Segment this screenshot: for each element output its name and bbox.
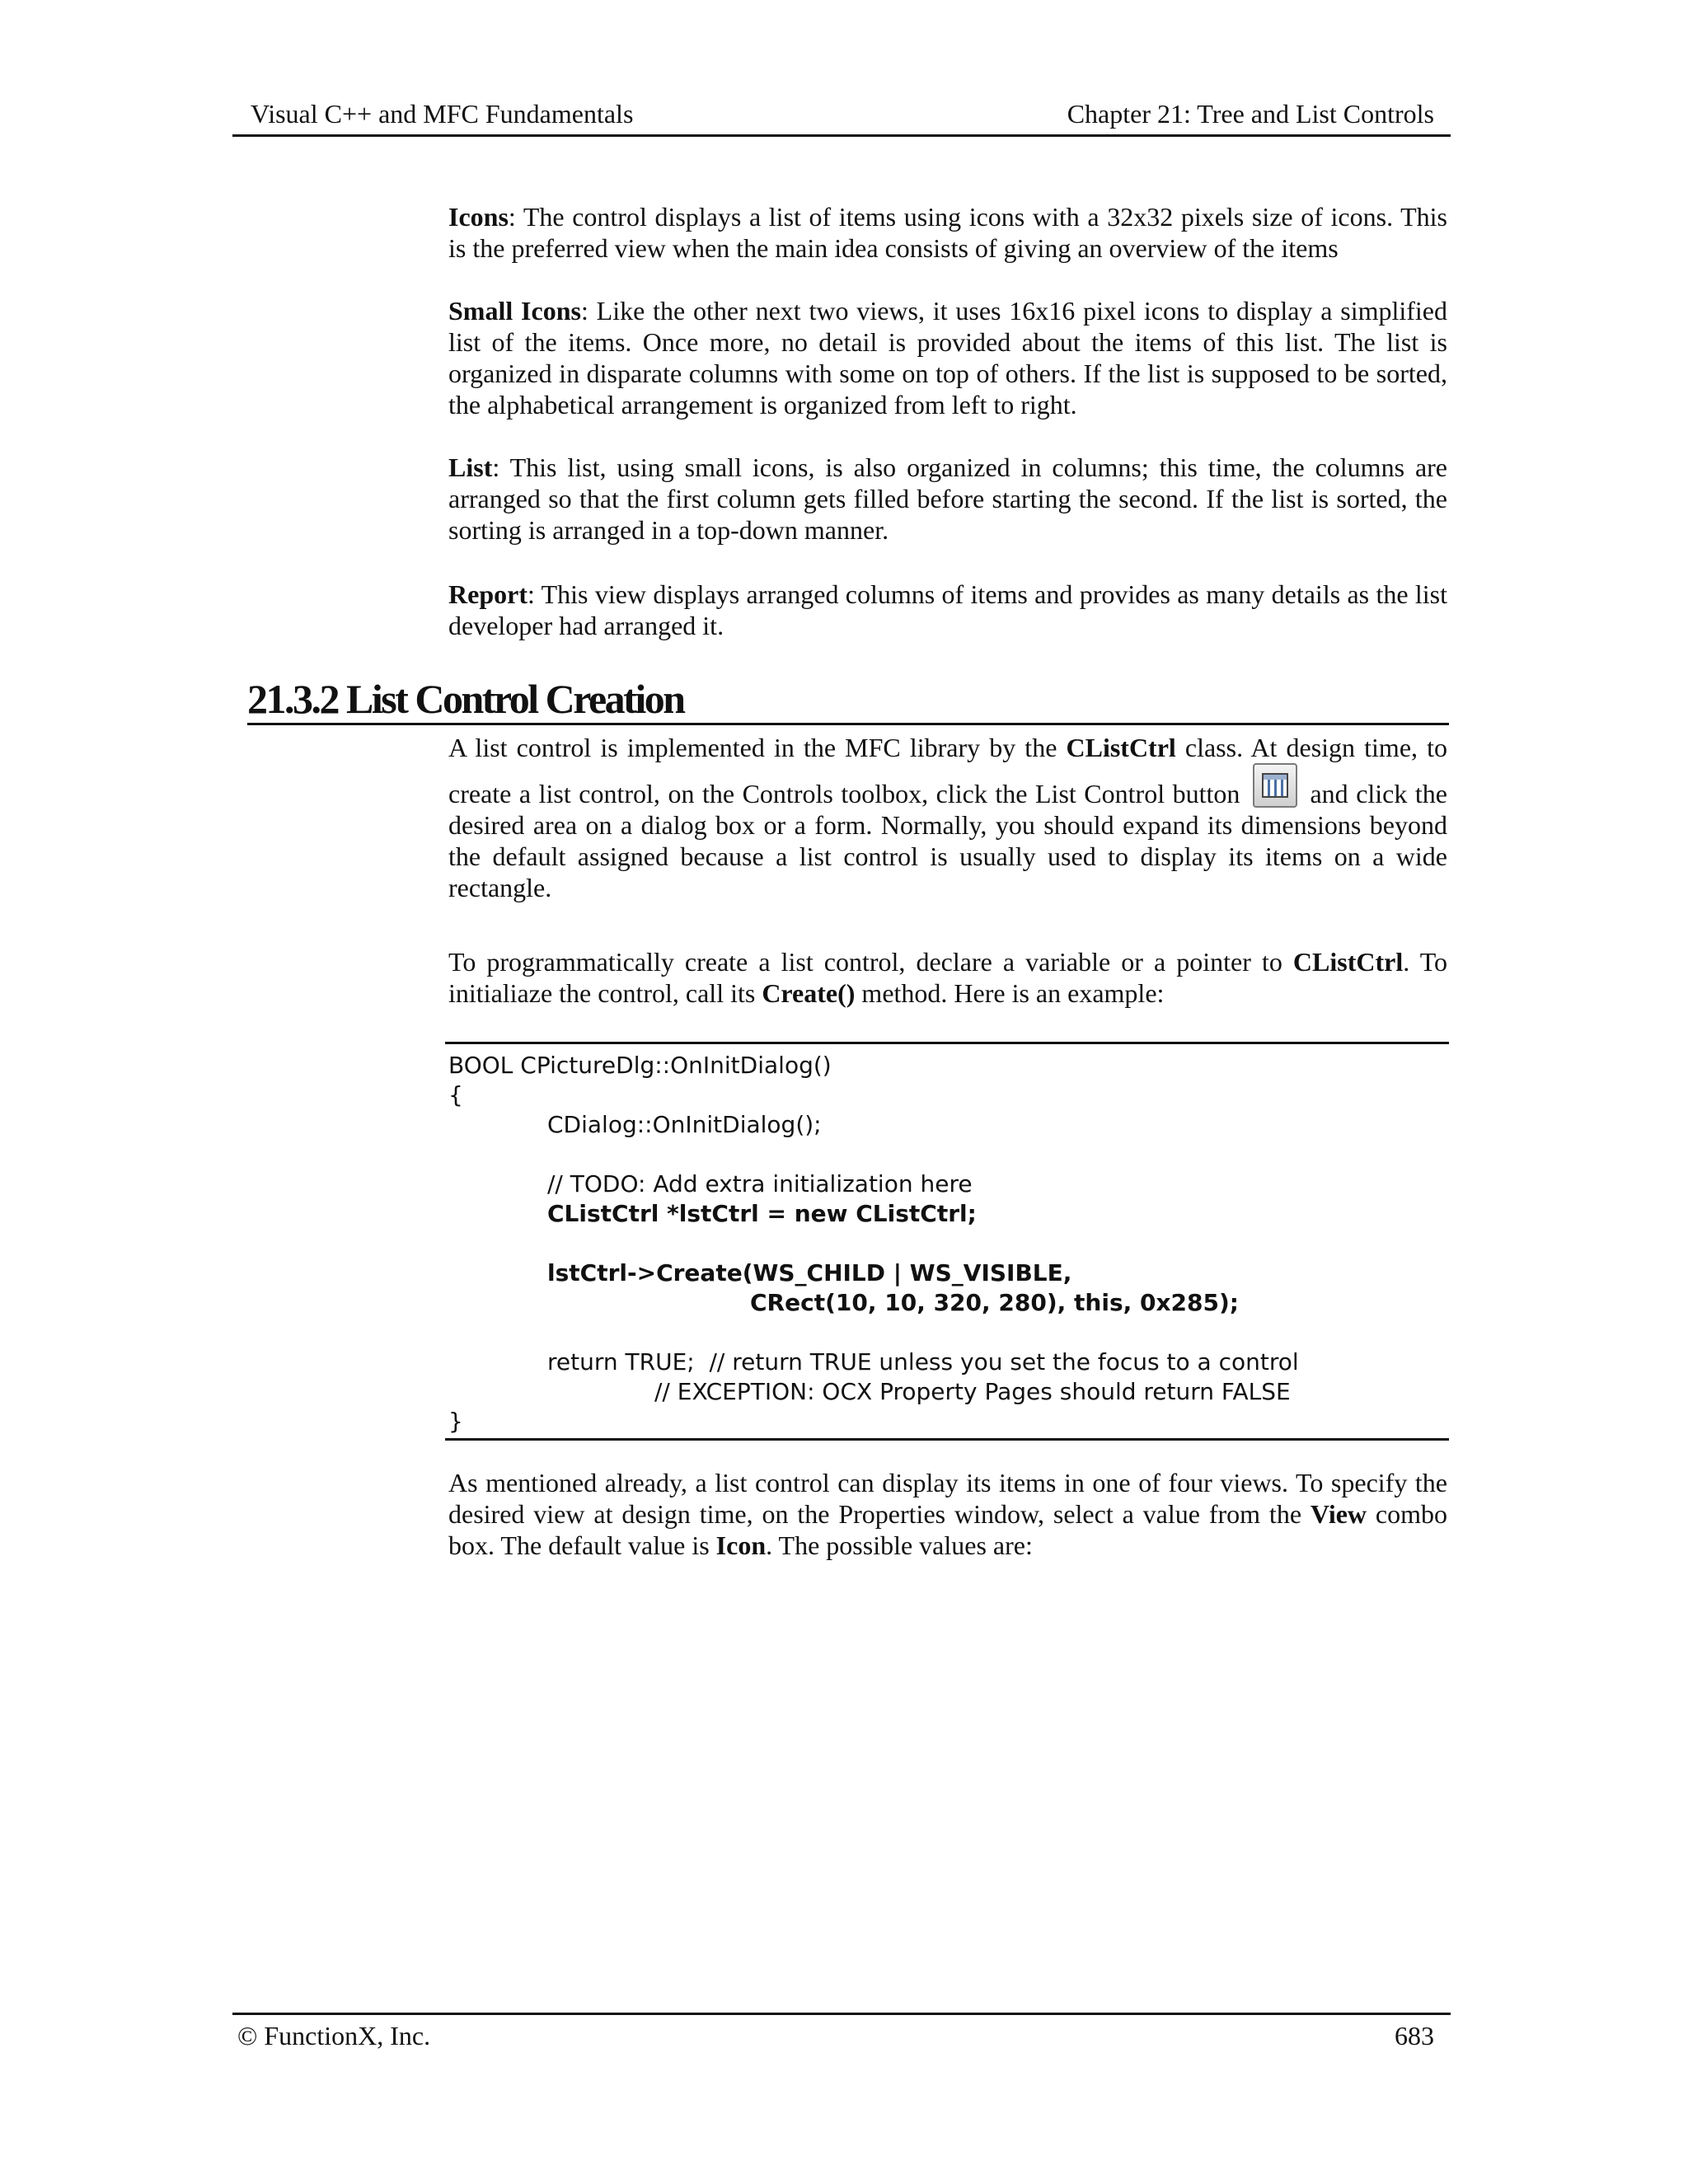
text-icons: : The control displays a list of items using icons with a 32x32 pixels size of icons. This is the preferred view when the main idea consists of giving an overview of the items <box>448 202 1447 263</box>
creation-text-1: A list control is implemented in the MFC library by the <box>448 733 1067 762</box>
paragraph-list-view <box>448 452 1447 546</box>
header-chapter-title: Chapter 21: Tree and List Controls <box>1067 99 1434 129</box>
code-line: CDialog::OnInitDialog(); <box>547 1111 822 1138</box>
program-text-2: . To initialiaze the control, call its <box>448 947 1448 1008</box>
list-control-button-icon <box>1253 763 1297 808</box>
header-book-title: Visual C++ and MFC Fundamentals <box>251 99 634 129</box>
mention-icon-term: Icon <box>715 1530 767 1560</box>
code-line: CRect(10, 10, 320, 280), this, 0x285); <box>750 1289 1239 1316</box>
program-method-name: Create() <box>762 978 856 1008</box>
code-line: lstCtrl->Create(WS_CHILD | WS_VISIBLE, <box>547 1259 1072 1286</box>
code-line: } <box>448 1408 463 1435</box>
code-listing <box>445 1042 1449 1441</box>
section-heading: 21.3.2 List Control Creation <box>247 674 1449 725</box>
creation-text-2: class. At design time, to create a list control, on the Controls toolbox, click the List Control button <box>448 733 1448 808</box>
term-icons: Icons <box>448 202 509 232</box>
term-list: List <box>448 452 493 482</box>
program-text-1: To programmatically create a list control, declare a variable or a pointer to <box>448 947 1293 977</box>
code-line: BOOL CPictureDlg::OnInitDialog() <box>448 1052 832 1079</box>
paragraph-programmatic-creation <box>448 946 1447 1009</box>
paragraph-icons-view <box>448 201 1447 264</box>
paragraph-report-view <box>448 579 1447 641</box>
mention-text-2: combo box. The default value is <box>448 1499 1448 1560</box>
page-number: 683 <box>1395 2021 1434 2050</box>
page-header <box>232 97 1451 137</box>
mention-text-1: As mentioned already, a list control can display its items in one of four views. To specify the desired view at design time, on the Properties window, select a value from the <box>448 1468 1447 1529</box>
paragraph-list-control-creation <box>448 732 1447 903</box>
creation-text-3: and click the desired area on a dialog box or a form. Normally, you should expand its dimensions beyond the default assigned because a list control is usually used to display its items on a wide rectangle. <box>448 779 1448 902</box>
paragraph-view-property <box>448 1467 1447 1561</box>
paragraph-small-icons-view <box>448 295 1447 420</box>
page-footer <box>232 2013 1451 2054</box>
code-line: // TODO: Add extra initialization here <box>547 1170 973 1197</box>
program-class-name: CListCtrl <box>1292 947 1404 977</box>
mention-text-3: . The possible values are: <box>766 1530 1033 1560</box>
term-report: Report <box>448 579 528 609</box>
text-small-icons: : Like the other next two views, it uses 16x16 pixel icons to display a simplified list of the items. Once more, no detail is provided about the items of this list. The list is organized in disparate columns with some on top of others. If the list is supposed to be sorted, the alphabetical arrangement is organized from left to right. <box>448 296 1448 419</box>
footer-copyright: © FunctionX, Inc. <box>237 2021 431 2050</box>
program-text-3: method. Here is an example: <box>855 978 1165 1008</box>
code-line: return TRUE; // return TRUE unless you set the focus to a control <box>547 1348 1299 1376</box>
text-report: : This view displays arranged columns of items and provides as many details as the list developer had arranged it. <box>448 579 1447 640</box>
code-line: // EXCEPTION: OCX Property Pages should return FALSE <box>654 1378 1291 1405</box>
mention-view-term: View <box>1310 1499 1367 1529</box>
term-small-icons: Small Icons <box>448 296 581 326</box>
code-line: CListCtrl *lstCtrl = new CListCtrl; <box>547 1200 977 1227</box>
code-line: { <box>448 1081 463 1108</box>
text-list: : This list, using small icons, is also organized in columns; this time, the columns are arranged so that the first column gets filled before starting the second. If the list is sorted, the sorting is arranged in a top-down manner. <box>448 452 1447 545</box>
creation-class-name: CListCtrl <box>1066 733 1176 762</box>
